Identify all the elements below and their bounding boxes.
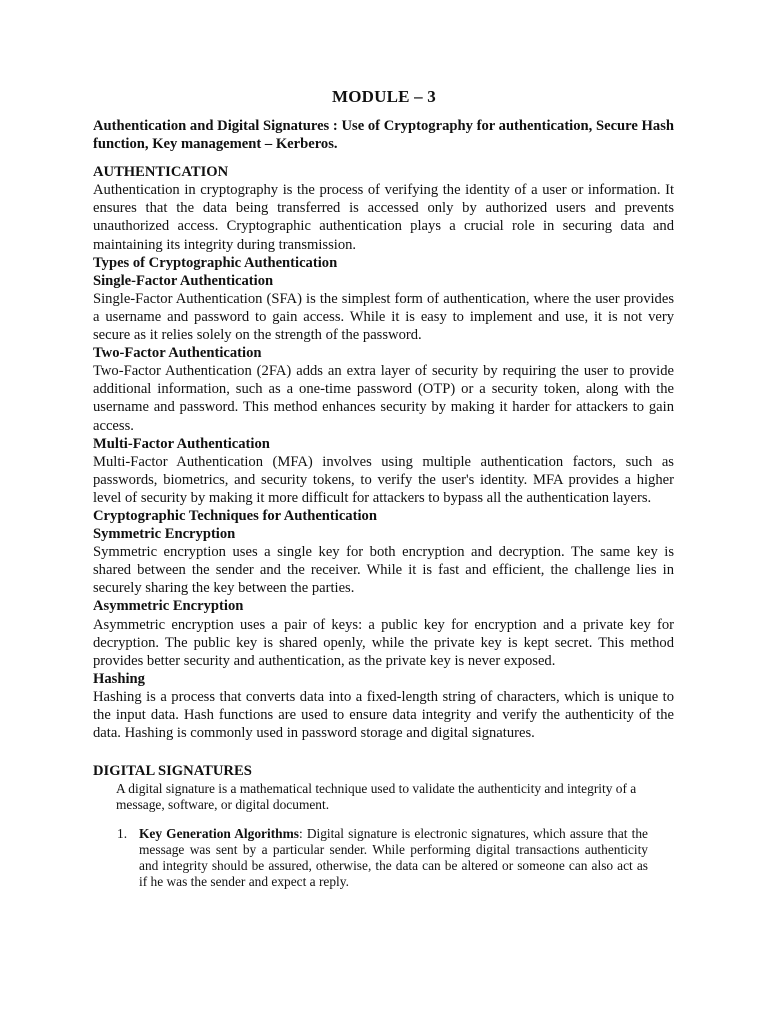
list-item-term: Key Generation Algorithms bbox=[139, 826, 299, 842]
types-heading: Types of Cryptographic Authentication bbox=[93, 254, 338, 271]
asymmetric-paragraph: Asymmetric encryption uses a pair of keys: a public key for encryption and a private key for decryption. The public key is shared openly, while the private key is kept secret. This method provides better security and authentication, as the private key is never exposed. bbox=[93, 616, 674, 669]
digital-signatures-description: A digital signature is a mathematical technique used to validate the authenticity and integrity of a message, software, or digital document. bbox=[116, 781, 637, 813]
authentication-heading: AUTHENTICATION bbox=[93, 164, 229, 181]
mfa-paragraph: Multi-Factor Authentication (MFA) involves using multiple authentication factors, such as passwords, biometrics, and security tokens, to verify the user's identity. MFA provides a higher level of security by making it more difficult for attackers to bypass all the authentication layers. bbox=[93, 453, 674, 506]
list-item-number: 1. bbox=[117, 826, 128, 842]
asymmetric-heading: Asymmetric Encryption bbox=[93, 598, 244, 615]
document-body bbox=[93, 117, 674, 890]
page-title: MODULE – 3 bbox=[332, 87, 436, 106]
module-intro: Authentication and Digital Signatures : Use of Cryptography for authentication, Secure Hash function, Key management – Kerberos. bbox=[93, 118, 674, 153]
symmetric-paragraph: Symmetric encryption uses a single key for both encryption and decryption. The same key is shared between the sender and the receiver. While it is fast and efficient, the challenge lies in securely sharing the key between the parties. bbox=[93, 544, 674, 597]
sfa-paragraph: Single-Factor Authentication (SFA) is the simplest form of authentication, where the user provides a username and password to gain access. While it is easy to implement and use, it is not very secure as it relies solely on the strength of the password. bbox=[93, 290, 674, 344]
hashing-heading: Hashing bbox=[93, 670, 145, 687]
mfa-heading: Multi-Factor Authentication bbox=[93, 435, 270, 452]
sfa-heading: Single-Factor Authentication bbox=[93, 272, 274, 289]
tfa-paragraph: Two-Factor Authentication (2FA) adds an extra layer of security by requiring the user to provide additional information, such as a one-time password (OTP) or a security token, along with the username and password. This method enhances security by making it harder for attackers to gain access. bbox=[93, 363, 674, 434]
symmetric-heading: Symmetric Encryption bbox=[93, 526, 236, 543]
tfa-heading: Two-Factor Authentication bbox=[93, 345, 262, 362]
authentication-paragraph: Authentication in cryptography is the process of verifying the identity of a user or information. It ensures that the data being transferred is accessed only by authorized users and prevents unauthorized access. Cryptographic authentication plays a crucial role in securing data and maintaining its integrity during transmission. bbox=[93, 182, 674, 253]
digital-signatures-list bbox=[93, 826, 674, 890]
digital-signatures-heading: DIGITAL SIGNATURES bbox=[93, 763, 252, 780]
techniques-heading: Cryptographic Techniques for Authentication bbox=[93, 507, 377, 524]
list-item-text: : Digital signature is electronic signatures, which assure that the message was sent by a particular sender. While performing digital transactions authenticity and integrity should be assured, otherwise, the data can be altered or someone can also act as if he was the sender and expect a reply. bbox=[139, 826, 648, 890]
list-item bbox=[93, 826, 648, 890]
hashing-paragraph: Hashing is a process that converts data into a fixed-length string of characters, which is unique to the input data. Hash functions are used to ensure data integrity and verify the authenticity of the data. Hashing is commonly used in password storage and digital signatures. bbox=[93, 688, 674, 742]
